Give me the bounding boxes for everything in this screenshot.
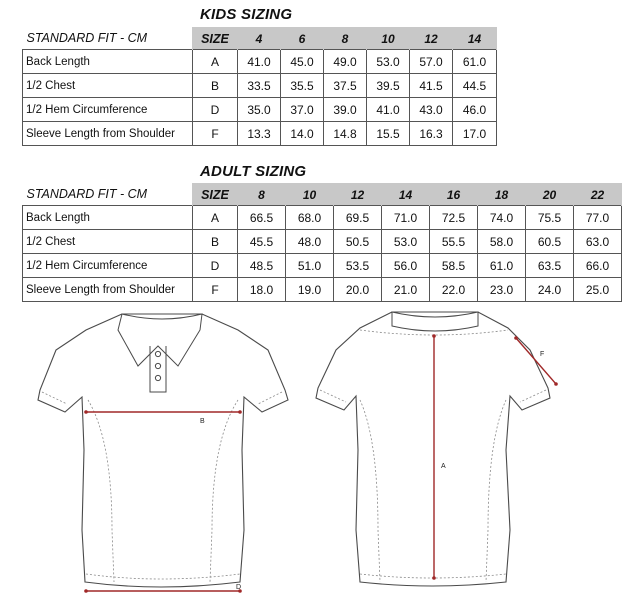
adult-size-header: 22 xyxy=(574,184,622,206)
adult-size-header: 12 xyxy=(334,184,382,206)
table-cell: 14.0 xyxy=(281,122,324,146)
measure-end-dot xyxy=(238,410,242,414)
table-cell: 53.0 xyxy=(382,230,430,254)
table-cell: 50.5 xyxy=(334,230,382,254)
table-cell: 66.0 xyxy=(574,254,622,278)
table-cell: 14.8 xyxy=(324,122,367,146)
kids-size-header: 6 xyxy=(281,28,324,50)
table-cell: 21.0 xyxy=(382,278,430,302)
kids-sizing-title: KIDS SIZING xyxy=(200,6,293,23)
table-cell: 58.5 xyxy=(430,254,478,278)
table-cell: 19.0 xyxy=(286,278,334,302)
table-cell: 35.0 xyxy=(238,98,281,122)
table-cell: 16.3 xyxy=(410,122,453,146)
table-cell: 60.5 xyxy=(526,230,574,254)
table-cell: 41.0 xyxy=(238,50,281,74)
measure-code: F xyxy=(193,122,238,146)
kids-sizing-table xyxy=(22,27,497,146)
table-cell: 68.0 xyxy=(286,206,334,230)
table-cell: 48.5 xyxy=(238,254,286,278)
table-cell: 20.0 xyxy=(334,278,382,302)
table-cell: 55.5 xyxy=(430,230,478,254)
table-cell: 77.0 xyxy=(574,206,622,230)
measure-label: Sleeve Length from Shoulder xyxy=(23,122,193,146)
measure-label: Back Length xyxy=(23,206,193,230)
back-shirt-body xyxy=(316,312,550,586)
table-cell: 44.5 xyxy=(453,74,497,98)
polo-shirt-diagram xyxy=(0,300,600,600)
table-cell: 69.5 xyxy=(334,206,382,230)
hem-measure-label: D xyxy=(236,584,242,591)
table-cell: 51.0 xyxy=(286,254,334,278)
measure-label: Back Length xyxy=(23,50,193,74)
table-cell: 45.0 xyxy=(281,50,324,74)
table-cell: 74.0 xyxy=(478,206,526,230)
table-row xyxy=(23,122,497,146)
adult-sizing-table xyxy=(22,183,622,302)
table-cell: 33.5 xyxy=(238,74,281,98)
table-cell: 58.0 xyxy=(478,230,526,254)
table-cell: 17.0 xyxy=(453,122,497,146)
adult-header-row xyxy=(23,184,622,206)
adult-standard-fit-label: STANDARD FIT - CM xyxy=(23,184,193,206)
chest-measure-label: B xyxy=(200,418,205,425)
table-cell: 48.0 xyxy=(286,230,334,254)
table-row xyxy=(23,206,622,230)
kids-header-row xyxy=(23,28,497,50)
table-cell: 18.0 xyxy=(238,278,286,302)
kids-size-header: 4 xyxy=(238,28,281,50)
table-cell: 63.0 xyxy=(574,230,622,254)
adult-size-header: 20 xyxy=(526,184,574,206)
table-cell: 13.3 xyxy=(238,122,281,146)
adult-size-header: 14 xyxy=(382,184,430,206)
measure-label: 1/2 Chest xyxy=(23,230,193,254)
sleeve-measure-label: F xyxy=(540,351,545,358)
measure-code: D xyxy=(193,254,238,278)
table-cell: 63.5 xyxy=(526,254,574,278)
table-cell: 53.5 xyxy=(334,254,382,278)
kids-size-header: 10 xyxy=(367,28,410,50)
table-cell: 61.0 xyxy=(453,50,497,74)
adult-size-header: 8 xyxy=(238,184,286,206)
table-cell: 24.0 xyxy=(526,278,574,302)
adult-size-label: SIZE xyxy=(193,184,238,206)
measure-end-dot xyxy=(432,334,436,338)
table-cell: 22.0 xyxy=(430,278,478,302)
measure-code: B xyxy=(193,74,238,98)
adult-sizing-title: ADULT SIZING xyxy=(200,163,307,180)
adult-size-header: 18 xyxy=(478,184,526,206)
table-cell: 56.0 xyxy=(382,254,430,278)
measure-end-dot xyxy=(432,576,436,580)
table-cell: 15.5 xyxy=(367,122,410,146)
measure-code: D xyxy=(193,98,238,122)
measure-label: 1/2 Hem Circumference xyxy=(23,98,193,122)
kids-standard-fit-label: STANDARD FIT - CM xyxy=(23,28,193,50)
kids-size-label: SIZE xyxy=(193,28,238,50)
measure-label: 1/2 Chest xyxy=(23,74,193,98)
measure-end-dot xyxy=(84,589,88,593)
table-cell: 46.0 xyxy=(453,98,497,122)
adult-size-header: 16 xyxy=(430,184,478,206)
table-cell: 72.5 xyxy=(430,206,478,230)
table-row xyxy=(23,50,497,74)
table-row xyxy=(23,98,497,122)
table-cell: 61.0 xyxy=(478,254,526,278)
kids-size-header: 8 xyxy=(324,28,367,50)
table-cell: 49.0 xyxy=(324,50,367,74)
measure-label: 1/2 Hem Circumference xyxy=(23,254,193,278)
table-row xyxy=(23,230,622,254)
table-cell: 41.0 xyxy=(367,98,410,122)
polo-front-view xyxy=(38,314,288,593)
polo-back-view xyxy=(316,312,558,586)
table-cell: 53.0 xyxy=(367,50,410,74)
table-cell: 37.0 xyxy=(281,98,324,122)
table-cell: 35.5 xyxy=(281,74,324,98)
kids-size-header: 14 xyxy=(453,28,497,50)
measure-code: A xyxy=(193,206,238,230)
measure-code: A xyxy=(193,50,238,74)
table-row xyxy=(23,74,497,98)
front-shirt-body xyxy=(38,314,288,587)
measure-end-dot xyxy=(554,382,558,386)
table-cell: 43.0 xyxy=(410,98,453,122)
measure-end-dot xyxy=(514,336,518,340)
table-row xyxy=(23,278,622,302)
length-measure-label: A xyxy=(441,463,446,470)
table-cell: 23.0 xyxy=(478,278,526,302)
table-cell: 41.5 xyxy=(410,74,453,98)
measure-code: F xyxy=(193,278,238,302)
table-cell: 66.5 xyxy=(238,206,286,230)
table-cell: 25.0 xyxy=(574,278,622,302)
table-cell: 71.0 xyxy=(382,206,430,230)
table-cell: 75.5 xyxy=(526,206,574,230)
measure-code: B xyxy=(193,230,238,254)
table-cell: 57.0 xyxy=(410,50,453,74)
measure-label: Sleeve Length from Shoulder xyxy=(23,278,193,302)
adult-size-header: 10 xyxy=(286,184,334,206)
measure-end-dot xyxy=(84,410,88,414)
table-cell: 39.5 xyxy=(367,74,410,98)
table-cell: 45.5 xyxy=(238,230,286,254)
table-cell: 39.0 xyxy=(324,98,367,122)
kids-size-header: 12 xyxy=(410,28,453,50)
table-row xyxy=(23,254,622,278)
table-cell: 37.5 xyxy=(324,74,367,98)
